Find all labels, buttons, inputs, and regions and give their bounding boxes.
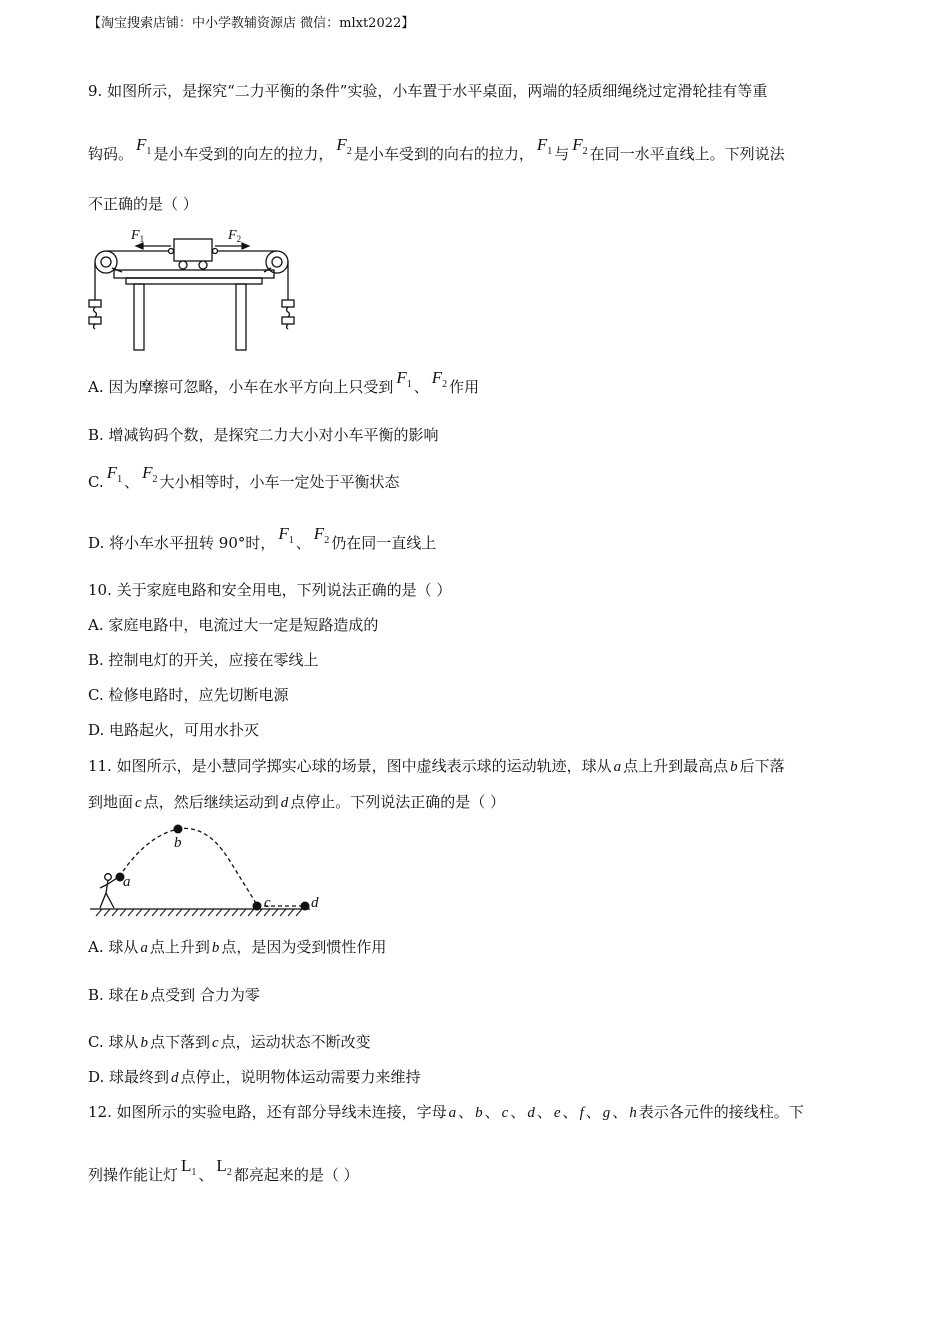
f2-symbol: $F_2$: [431, 368, 448, 390]
q10-option-d: D. 电路起火，可用水扑灭: [88, 721, 260, 739]
f1-symbol: $F_1$: [278, 524, 294, 546]
q9-stem-line1: 9. 如图所示，是探究“二力平衡的条件”实验，小车置于水平桌面，两端的轻质细绳绕过定滑轮挂有等重: [88, 82, 768, 100]
q11-option-b: B. 球在 b 点受到 合力为零: [88, 986, 260, 1004]
f2-symbol: $F_2$: [336, 135, 352, 157]
q10-stem: 10. 关于家庭电路和安全用电，下列说法正确的是（ ）: [88, 581, 452, 599]
point-b-label: b: [174, 835, 182, 851]
f1-symbol: $F_1$: [136, 135, 152, 157]
point-c-label: c: [264, 895, 271, 911]
fig-f2-label: $F_2$: [228, 228, 242, 244]
q10-option-a: A. 家庭电路中，电流过大一定是短路造成的: [88, 616, 379, 634]
q11-trajectory-figure: [86, 818, 326, 922]
point-d-label: d: [311, 895, 319, 911]
q9-option-d: D. 将小车水平扭转 90°时， $F_1$ 、 $F_2$ 仍在同一直线上: [88, 524, 437, 552]
f2-symbol: $F_2$: [572, 135, 588, 157]
q11-stem-line2: 到地面 c 点，然后继续运动到 d 点停止。下列说法正确的是（ ）: [88, 793, 505, 811]
q11-option-c: C. 球从 b 点下落到 c 点，运动状态不断改变: [88, 1033, 371, 1051]
q11-option-a: A. 球从 a 点上升到 b 点，是因为受到惯性作用: [88, 938, 387, 956]
f1-symbol: $F_1$: [536, 135, 553, 157]
q12-stem-line1: 12. 如图所示的实验电路，还有部分导线未连接，字母 a 、 b 、 c 、 d 、 e 、 f 、 g 、 h 表示各元件的接线柱。下: [88, 1103, 804, 1121]
q9-option-c: C. $F_1$ 、 $F_2$ 大小相等时，小车一定处于平衡状态: [88, 463, 400, 491]
q9-cart-table-figure: [86, 224, 301, 352]
q9-option-b: B. 增减钩码个数，是探究二力大小对小车平衡的影响: [88, 426, 439, 444]
f2-symbol: $F_2$: [313, 524, 330, 546]
q10-option-b: B. 控制电灯的开关，应接在零线上: [88, 651, 319, 669]
f2-symbol: $F_2$: [142, 463, 158, 485]
q11-option-d: D. 球最终到 d 点停止，说明物体运动需要力来维持: [88, 1068, 421, 1086]
q9-stem-line2: 钩码。 $F_1$ 是小车受到的向左的拉力， $F_2$ 是小车受到的向右的拉力， $F_1$ 与 $F_2$ 在同一水平直线上。下列说法: [88, 135, 785, 163]
f1-symbol: $F_1$: [396, 368, 412, 390]
lamp-l2-symbol: $L_2$: [216, 1156, 232, 1178]
q9-stem-line3: 不正确的是（ ）: [88, 195, 198, 213]
f1-symbol: $F_1$: [106, 463, 123, 485]
q11-stem-line1: 11. 如图所示，是小慧同学掷实心球的场景，图中虚线表示球的运动轨迹，球从 a 点上升到最高点 b 后下落: [88, 757, 785, 775]
point-a-label: a: [123, 874, 131, 890]
q9-option-a: A. 因为摩擦可忽略，小车在水平方向上只受到 $F_1$ 、 $F_2$ 作用: [88, 368, 480, 396]
q12-stem-line2: 列操作能让灯 $L_1$ 、 $L_2$ 都亮起来的是（ ）: [88, 1156, 359, 1184]
lamp-l1-symbol: $L_1$: [181, 1156, 197, 1178]
q10-option-c: C. 检修电路时，应先切断电源: [88, 686, 289, 704]
fig-f1-label: $F_1$: [131, 228, 145, 244]
page-header: 【淘宝搜索店铺：中小学教辅资源店 微信：mlxt2022】: [88, 16, 415, 31]
